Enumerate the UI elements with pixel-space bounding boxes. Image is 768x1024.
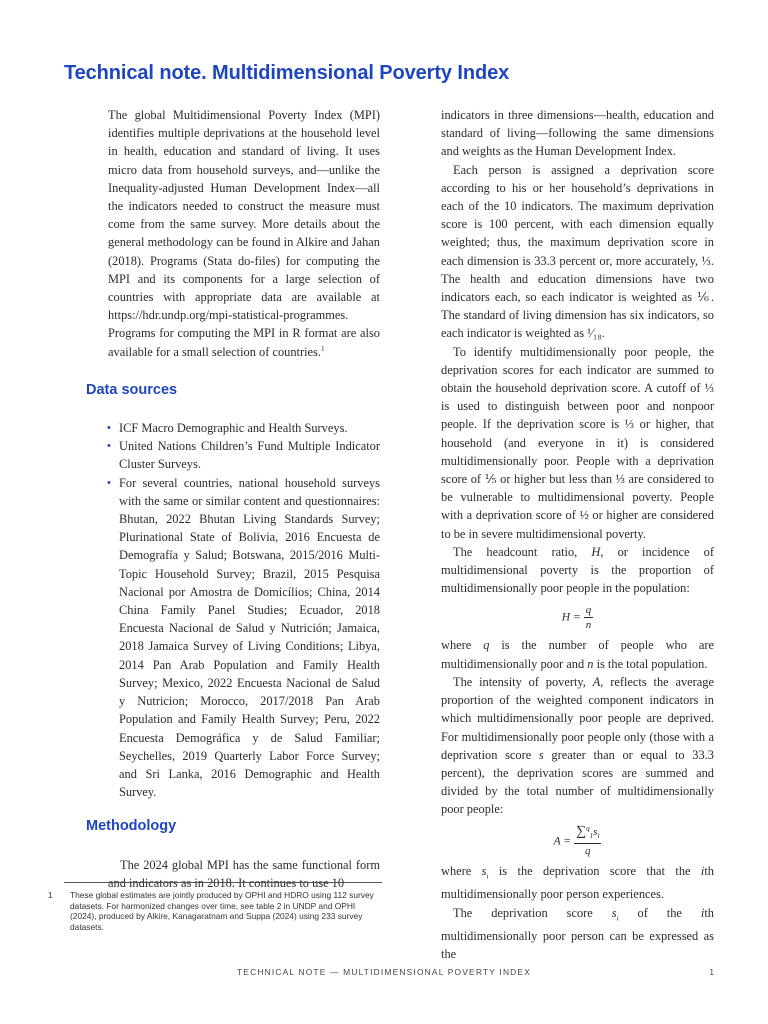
page-number: 1 <box>709 967 714 977</box>
paragraph: The deprivation score $s_i$ of the ith multidimensionally poor person can be expressed as the <box>441 905 714 962</box>
paragraph: The intensity of poverty, A, reflects the average proportion of the weighted component indicators in which multidimensionally poor people are deprived. For multidimensionally poor people only (those with a deprivation score s greater than or equal to 33.3 percent), the deprivation scores are summed and divided by the total number of multidimensionally poor people: <box>441 674 714 817</box>
footnote-text: These global estimates are jointly produced by OPHI and HDRO using 112 survey datasets. For harmonized changes over time, see table 2 in UNDP and OPHI (2024), produced by Alkire, Kanagaratnam and Suppa (2024) using 233 survey datasets. <box>70 890 374 932</box>
list-item: • For several countries, national household surveys with the same or similar content and questionnaires: Bhutan, 2022 Bhutan Living Standards Survey; Plurinational State of Bolivia, 2016 Encuesta de Demografía y Salud; Botswana, 2015/2016 Multi-Topic Household Survey; Brazil, 2015 Pesquisa Nacional por Amostra de Domicílios; China, 2014 China Family Panel Studies; Ecuador, 2018 Encuesta Nacional de Salud y Nutrición; Jamaica, 2018 Jamaica Survey of Living Conditions; Libya, 2014 Pan Arab Population and Family Health Survey; Mexico, 2022 Encuesta Nacional de Salud y Nutricion; Morocco, 2017/2018 Pan Arab Population and Family Health Survey; Peru, 2022 Encuesta Demográfica y de Salud Familiar; Seychelles, 2019 Quarterly Labor Force Survey; and Sri Lanka, 2016 Demographic and Health Survey. <box>108 474 380 802</box>
left-column <box>86 106 380 892</box>
footnote-ref[interactable]: 1 <box>320 344 325 353</box>
data-sources-heading: Data sources <box>86 381 178 398</box>
page-title: Technical note. Multidimensional Poverty Index <box>64 62 510 84</box>
headcount-formula <box>441 603 714 632</box>
methodology-paragraph: The 2024 global MPI has the same functional form and indicators as in 2018. It continues to use 10 <box>108 857 380 890</box>
intensity-formula <box>441 825 714 858</box>
footnote-divider <box>64 882 382 883</box>
formula-lhs: H = <box>561 611 581 624</box>
denominator: n <box>585 619 592 632</box>
list-item: • ICF Macro Demographic and Health Surveys. <box>108 419 380 437</box>
right-column <box>441 106 714 964</box>
methodology-heading: Methodology <box>86 818 177 835</box>
footnote <box>48 890 382 932</box>
intro-text: The global Multidimensional Poverty Index (MPI) identifies multiple deprivations at the household level in health, education and standard of living. It uses micro data from household surveys, and—unlike the Inequality-adjusted Human Development Index—all the indicators needed to construct the measure must come from the same survey. More details about the general methodology can be found in Alkire and Jahan (2018). Programs (Stata do-files) for computing the MPI and its components for a large selection of countries with appropriate data are available at https://hdr.undp.org/mpi-statistical-programmes. Programs for computing the MPI in R format are also available for a small selection of countries. <box>108 108 380 359</box>
paragraph: indicators in three dimensions—health, education and standard of living—following the same dimensions and weights as the Human Development Index. <box>441 108 714 159</box>
fraction <box>574 825 601 858</box>
paragraph: Each person is assigned a deprivation score according to his or her household’s deprivations in each of the 10 indicators. The maximum deprivation score is 100 percent, with each dimension equally weighted; thus, the maximum deprivation score in each dimension is 33.3 percent or, more accurately, ⅓. The health and education dimensions have two indicators each, so each indicator is weighted as ⅙. The standard of living dimension has six indicators, so each indicator is weighted as ¹⁄₁₈. <box>441 162 714 341</box>
list-item: • United Nations Children’s Fund Multiple Indicator Cluster Surveys. <box>108 437 380 473</box>
paragraph: where $s_i$ is the deprivation score that the ith multidimensionally poor person experiences. <box>441 863 714 902</box>
paragraph: To identify multidimensionally poor people, the deprivation scores for each indicator are summed to obtain the household deprivation score. A cutoff of ⅓ is used to distinguish between poor and nonpoor people. If the deprivation score is ⅓ or higher, that household (and everyone in it) is considered multidimensionally poor. People with a deprivation score of ⅕ or higher but less than ⅓ are considered to be vulnerable to multidimensional poverty. People with a deprivation score of ½ or higher are considered to be in severe multidimensional poverty. <box>441 344 714 541</box>
fraction <box>584 603 594 632</box>
running-footer: TECHNICAL NOTE — MULTIDIMENSIONAL POVERTY INDEX <box>236 967 532 977</box>
formula-lhs: A = <box>553 835 572 847</box>
denominator: q <box>585 844 591 857</box>
paragraph: The headcount ratio, H, or incidence of multidimensional poverty is the proportion of multidimensionally poor people in the population: <box>441 544 714 596</box>
intro-paragraph <box>108 106 380 361</box>
footnote-number: 1 <box>48 890 53 900</box>
numerator: q <box>585 604 592 617</box>
data-sources-list <box>108 419 380 801</box>
paragraph: where q is the number of people who are multidimensionally poor and n is the total population. <box>441 638 714 671</box>
numerator: $\sum^q_1s_i$ <box>574 825 601 844</box>
